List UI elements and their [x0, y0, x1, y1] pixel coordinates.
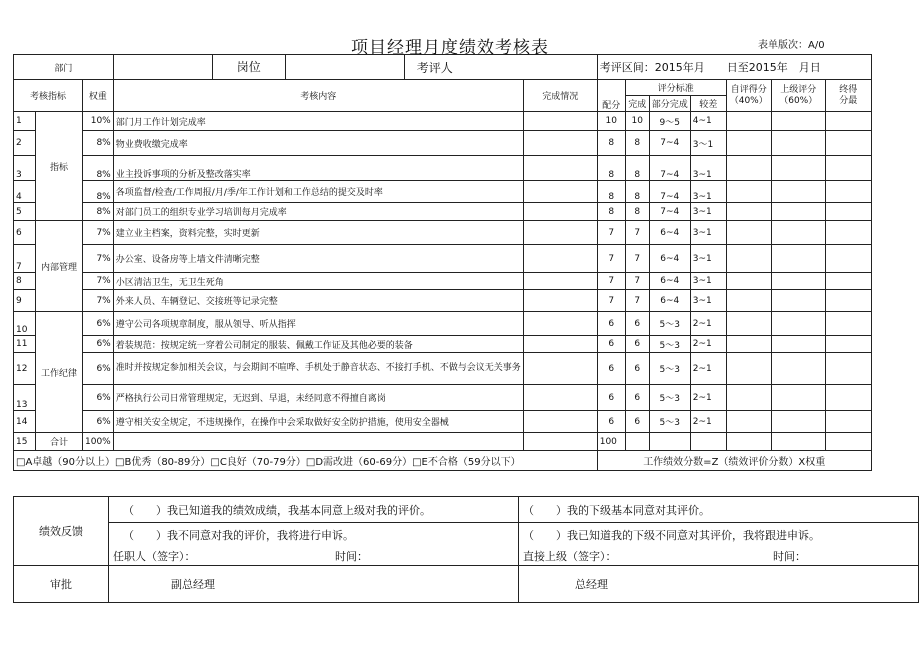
- table-cell: 2~1: [690, 353, 726, 385]
- group-label: 指标: [36, 112, 83, 221]
- table-cell: 6%: [83, 336, 114, 353]
- table-cell[interactable]: [771, 131, 825, 156]
- table-cell: 6~4: [649, 221, 690, 245]
- table-cell[interactable]: [825, 273, 871, 290]
- table-cell[interactable]: [523, 411, 597, 433]
- table-cell[interactable]: [523, 156, 597, 181]
- table-cell: 2~1: [690, 385, 726, 411]
- table-cell[interactable]: [771, 312, 825, 336]
- table-cell[interactable]: [825, 336, 871, 353]
- table-cell[interactable]: [726, 112, 771, 131]
- table-cell: 8%: [83, 156, 114, 181]
- table-row: [14, 245, 872, 273]
- table-cell: 7: [597, 245, 625, 273]
- table-cell: [625, 433, 649, 451]
- deputy-gm-approval[interactable]: 副总经理: [109, 566, 519, 603]
- table-cell: 严格执行公司日常管理规定，无迟到、早退，未经同意不得擅自离岗: [113, 385, 523, 411]
- table-row: [14, 181, 872, 203]
- table-cell: 7%: [83, 290, 114, 312]
- table-row: [14, 131, 872, 156]
- table-cell: [109, 548, 519, 566]
- table-cell[interactable]: [771, 221, 825, 245]
- col-status: 完成情况: [523, 80, 597, 112]
- table-row: [14, 385, 872, 411]
- table-cell[interactable]: [771, 245, 825, 273]
- table-cell: 建立业主档案，资料完整，实时更新: [113, 221, 523, 245]
- table-cell: 准时并按规定参加相关会议，与会期间不喧哗、手机处于静音状态、不接打手机、不做与会议无关事务: [113, 353, 523, 385]
- position-label: 岗位: [213, 55, 286, 79]
- table-cell[interactable]: [726, 385, 771, 411]
- table-cell: 2~1: [690, 312, 726, 336]
- assessment-table: [13, 54, 872, 471]
- table-cell: 5: [14, 203, 36, 221]
- table-cell: 6: [597, 411, 625, 433]
- table-cell: 4: [14, 181, 36, 203]
- table-row: [14, 112, 872, 131]
- table-cell: 3~1: [690, 181, 726, 203]
- table-cell: 6%: [83, 411, 114, 433]
- table-cell: 10: [625, 112, 649, 131]
- table-cell: 8%: [83, 203, 114, 221]
- table-cell: 3~1: [690, 156, 726, 181]
- table-cell: 6: [625, 385, 649, 411]
- table-cell[interactable]: [825, 112, 871, 131]
- table-cell[interactable]: [523, 181, 597, 203]
- page-title: 项目经理月度绩效考核表: [351, 38, 549, 58]
- table-cell: 5～3: [649, 312, 690, 336]
- table-cell: 3~1: [690, 245, 726, 273]
- form-version: 表单版次：A/0: [758, 40, 825, 51]
- table-cell: 10: [14, 312, 36, 336]
- table-cell[interactable]: [726, 336, 771, 353]
- table-cell: 7: [597, 273, 625, 290]
- table-cell: 7~4: [649, 156, 690, 181]
- table-cell: 5～3: [649, 336, 690, 353]
- table-row: [14, 156, 872, 181]
- score-formula: 工作绩效分数=Z（绩效评价分数）X权重: [597, 451, 871, 471]
- col-self: 自评得分（40%）: [726, 80, 771, 112]
- table-cell[interactable]: [523, 433, 597, 451]
- table-cell[interactable]: [771, 336, 825, 353]
- feedback-table: [13, 496, 919, 603]
- table-cell: 100: [597, 433, 625, 451]
- table-cell[interactable]: [726, 433, 771, 451]
- table-cell[interactable]: [523, 290, 597, 312]
- table-cell[interactable]: [523, 336, 597, 353]
- col-poor: 较差: [690, 96, 726, 112]
- table-cell[interactable]: [771, 112, 825, 131]
- rating-scale: □A卓越（90分以上）□B优秀（80-89分）□C良好（70-79分）□D需改进（60-69分）□E不合格（59分以下）: [14, 451, 598, 471]
- table-cell: 8%: [83, 181, 114, 203]
- group-label: 工作纪律: [36, 312, 83, 433]
- table-cell: 6~4: [649, 273, 690, 290]
- table-cell[interactable]: [726, 411, 771, 433]
- table-cell: 10: [597, 112, 625, 131]
- table-row: [14, 336, 872, 353]
- table-cell: 13: [14, 385, 36, 411]
- table-cell[interactable]: [523, 221, 597, 245]
- table-cell[interactable]: [523, 131, 597, 156]
- table-cell: 9～5: [649, 112, 690, 131]
- table-cell[interactable]: [771, 273, 825, 290]
- feedback-option-1[interactable]: （ ）我已知道我的绩效成绩，我基本同意上级对我的评价。: [109, 497, 519, 523]
- table-cell: 6: [14, 221, 36, 245]
- table-cell[interactable]: [825, 433, 871, 451]
- col-weight: 权重: [83, 80, 114, 112]
- gm-approval[interactable]: 总经理: [519, 566, 919, 603]
- table-cell: 小区清洁卫生，无卫生死角: [113, 273, 523, 290]
- table-cell[interactable]: [726, 312, 771, 336]
- table-cell: 3~1: [690, 290, 726, 312]
- table-cell: 6~4: [649, 290, 690, 312]
- table-cell: 6: [625, 411, 649, 433]
- table-cell: 8: [625, 156, 649, 181]
- group-label: 内部管理: [36, 221, 83, 312]
- table-cell: 7: [625, 221, 649, 245]
- table-cell: 遵守公司各项规章制度，服从领导、听从指挥: [113, 312, 523, 336]
- table-row: [14, 221, 872, 245]
- table-cell[interactable]: [523, 112, 597, 131]
- table-cell: 6: [597, 336, 625, 353]
- assessor-label: 考评人: [416, 60, 453, 75]
- table-cell[interactable]: [825, 181, 871, 203]
- table-cell[interactable]: [825, 203, 871, 221]
- table-cell[interactable]: [726, 290, 771, 312]
- table-cell: 7: [625, 245, 649, 273]
- table-cell[interactable]: [771, 156, 825, 181]
- table-cell: [649, 433, 690, 451]
- employee-time[interactable]: 时间：: [335, 550, 368, 564]
- table-row: [14, 290, 872, 312]
- table-row: [14, 203, 872, 221]
- table-cell[interactable]: [771, 433, 825, 451]
- table-cell[interactable]: [523, 245, 597, 273]
- table-cell[interactable]: [726, 273, 771, 290]
- table-cell: 遵守相关安全规定，不违规操作，在操作中会采取做好安全防护措施，使用安全器械: [113, 411, 523, 433]
- table-cell: 6~4: [649, 245, 690, 273]
- table-cell: 8: [597, 203, 625, 221]
- feedback-option-2[interactable]: （ ）我的下级基本同意对其评价。: [519, 497, 919, 523]
- table-cell: 合计: [36, 433, 83, 451]
- review-label: 审批: [14, 566, 109, 603]
- col-final: 终得分最: [825, 80, 871, 112]
- table-cell: 15: [14, 433, 36, 451]
- table-cell: 7: [625, 290, 649, 312]
- feedback-option-3[interactable]: （ ）我不同意对我的评价，我将进行申诉。: [109, 523, 519, 548]
- table-cell[interactable]: [825, 411, 871, 433]
- table-cell[interactable]: [726, 245, 771, 273]
- table-cell: 7: [597, 290, 625, 312]
- table-cell: 7%: [83, 221, 114, 245]
- col-done: 完成: [625, 96, 649, 112]
- table-cell: 7: [597, 221, 625, 245]
- table-cell: 物业费收缴完成率: [113, 131, 523, 156]
- table-cell: 5～3: [649, 353, 690, 385]
- table-cell: 2~1: [690, 411, 726, 433]
- col-content: 考核内容: [113, 80, 523, 112]
- table-cell[interactable]: [825, 290, 871, 312]
- table-cell[interactable]: [825, 353, 871, 385]
- table-cell[interactable]: [771, 353, 825, 385]
- supervisor-time[interactable]: 时间：: [773, 550, 806, 564]
- table-cell: 6: [625, 353, 649, 385]
- table-cell[interactable]: [771, 181, 825, 203]
- table-cell: 2: [14, 131, 36, 156]
- table-cell: 6: [625, 312, 649, 336]
- feedback-label: 绩效反馈: [14, 497, 109, 566]
- table-cell: 7~4: [649, 203, 690, 221]
- table-cell[interactable]: [771, 385, 825, 411]
- table-cell: 6: [597, 312, 625, 336]
- col-superior: 上级评分（60%）: [771, 80, 825, 112]
- table-cell: 9: [14, 290, 36, 312]
- table-cell[interactable]: [726, 353, 771, 385]
- table-cell: 14: [14, 411, 36, 433]
- table-row: [14, 353, 872, 385]
- table-cell: 8: [597, 131, 625, 156]
- table-cell: 8: [625, 181, 649, 203]
- total-row: [14, 433, 872, 451]
- supervisor-signature[interactable]: 直接上级（签字）：: [523, 550, 617, 564]
- table-cell: [519, 548, 919, 566]
- table-cell: 7: [625, 273, 649, 290]
- table-cell: 3~1: [690, 203, 726, 221]
- table-cell: 3: [14, 156, 36, 181]
- table-cell[interactable]: [825, 385, 871, 411]
- table-cell: 8: [597, 181, 625, 203]
- table-cell[interactable]: [726, 203, 771, 221]
- table-cell: 8: [625, 131, 649, 156]
- table-cell[interactable]: [726, 131, 771, 156]
- table-cell: 11: [14, 336, 36, 353]
- table-cell: 各项监督/检查/工作周报/月/季/年工作计划和工作总结的提交及时率: [113, 181, 523, 203]
- table-cell: 7~4: [649, 131, 690, 156]
- table-cell: 8: [14, 273, 36, 290]
- table-cell: 8%: [83, 131, 114, 156]
- table-row: [14, 312, 872, 336]
- table-row: [14, 273, 872, 290]
- table-cell: 5～3: [649, 385, 690, 411]
- table-cell: [113, 55, 597, 80]
- table-cell[interactable]: [523, 385, 597, 411]
- table-cell: 业主投诉事项的分析及整改落实率: [113, 156, 523, 181]
- table-cell: 6%: [83, 385, 114, 411]
- table-cell: 1: [14, 112, 36, 131]
- table-cell: 4~1: [690, 112, 726, 131]
- col-partial: 部分完成: [649, 96, 690, 112]
- table-cell: 6: [597, 353, 625, 385]
- table-cell[interactable]: [825, 156, 871, 181]
- table-cell: 7: [14, 245, 36, 273]
- table-cell: 2~1: [690, 336, 726, 353]
- table-cell[interactable]: [825, 221, 871, 245]
- table-cell[interactable]: [825, 131, 871, 156]
- table-cell: 6: [597, 385, 625, 411]
- table-cell: 7%: [83, 245, 114, 273]
- table-cell[interactable]: [726, 156, 771, 181]
- col-indicator: 考核指标: [14, 80, 83, 112]
- table-cell: 6%: [83, 312, 114, 336]
- position-field[interactable]: [286, 55, 405, 79]
- table-cell: 10%: [83, 112, 114, 131]
- table-cell: [690, 433, 726, 451]
- table-cell: 部门月工作计划完成率: [113, 112, 523, 131]
- dept-label: 部门: [14, 55, 114, 80]
- table-cell[interactable]: [726, 221, 771, 245]
- table-cell: 3~1: [690, 273, 726, 290]
- table-cell: 对部门员工的组织专业学习培训每月完成率: [113, 203, 523, 221]
- col-score: 配分: [597, 80, 625, 112]
- table-row: [14, 411, 872, 433]
- table-cell: 8: [625, 203, 649, 221]
- table-cell: 5～3: [649, 411, 690, 433]
- table-cell[interactable]: [523, 312, 597, 336]
- table-cell: 着装规范：按规定统一穿着公司制定的服装、佩戴工作证及其他必要的装备: [113, 336, 523, 353]
- table-cell: 8: [597, 156, 625, 181]
- table-cell[interactable]: [523, 203, 597, 221]
- table-cell[interactable]: [726, 181, 771, 203]
- table-cell: [113, 433, 523, 451]
- table-cell[interactable]: [771, 290, 825, 312]
- table-cell: 外来人员、车辆登记、交接班等记录完整: [113, 290, 523, 312]
- table-cell: 办公室、设备房等上墙文件清晰完整: [113, 245, 523, 273]
- employee-signature[interactable]: 任职人（签字）：: [113, 550, 196, 564]
- table-cell: 7~4: [649, 181, 690, 203]
- col-std: 评分标准: [625, 80, 726, 96]
- table-cell[interactable]: [523, 353, 597, 385]
- period: 考评区间：2015年月 日至2015年 月日: [597, 55, 871, 80]
- table-cell: 6: [625, 336, 649, 353]
- table-cell: 100%: [83, 433, 114, 451]
- table-cell: 12: [14, 353, 36, 385]
- table-cell[interactable]: [771, 411, 825, 433]
- table-cell[interactable]: [523, 273, 597, 290]
- feedback-option-4[interactable]: （ ）我已知道我的下级不同意对其评价，我将跟进申诉。: [519, 523, 919, 548]
- table-cell: 6%: [83, 353, 114, 385]
- table-cell[interactable]: [771, 203, 825, 221]
- table-cell: 3~1: [690, 221, 726, 245]
- table-cell[interactable]: [825, 245, 871, 273]
- table-cell: 3～1: [690, 131, 726, 156]
- table-cell[interactable]: [825, 312, 871, 336]
- table-cell: 7%: [83, 273, 114, 290]
